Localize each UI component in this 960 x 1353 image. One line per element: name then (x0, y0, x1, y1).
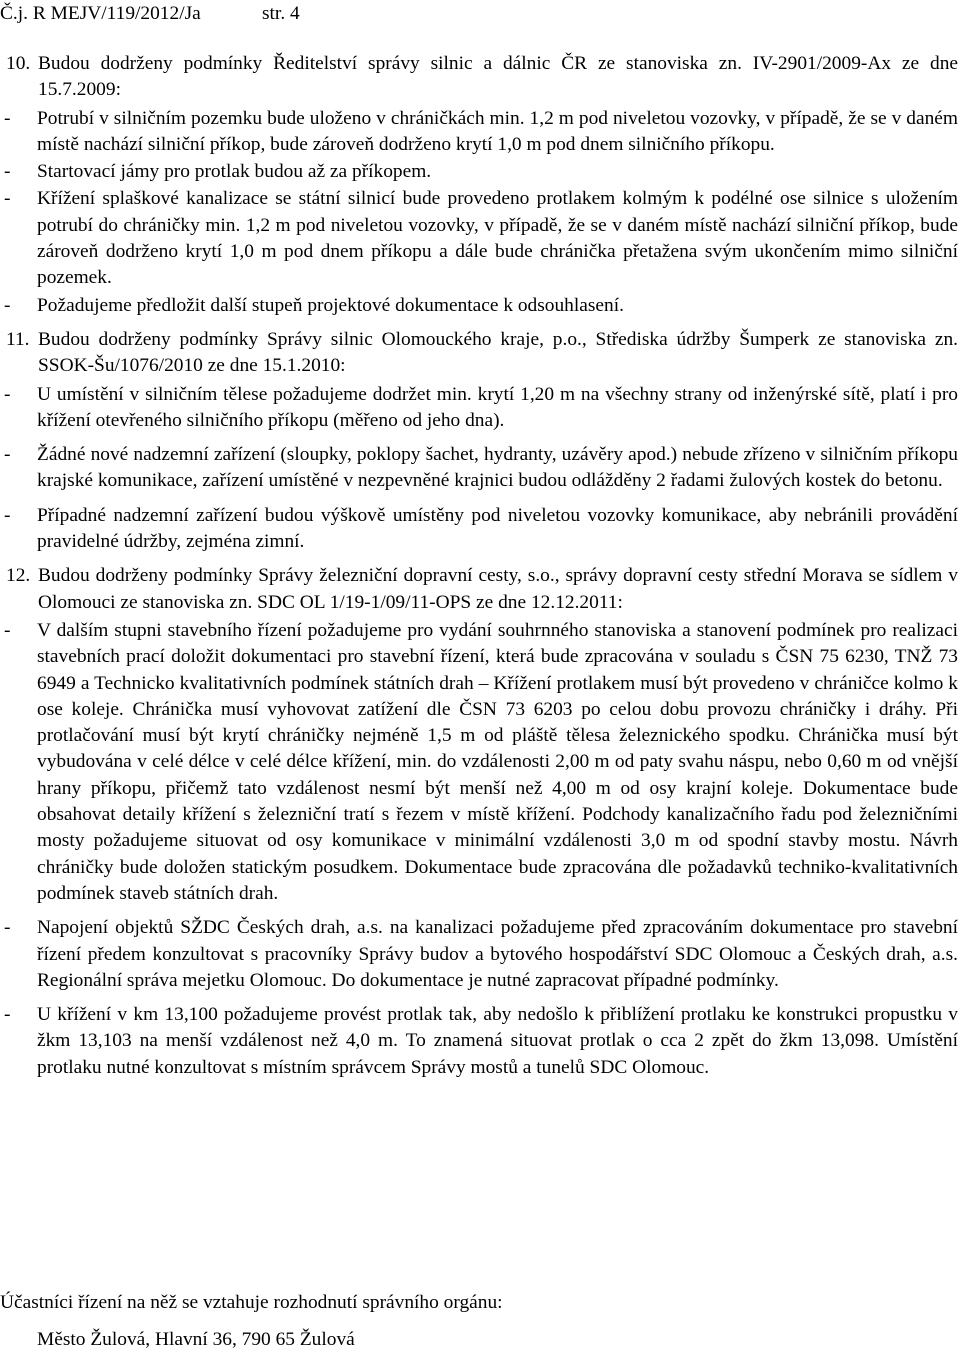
list-item-text: Křížení splaškové kanalizace se státní silnicí bude provedeno protlakem kolmým k podélné ose silnice s uložením potrubí do chráničky min. 1,2 m pod niveletou vozovky, v případě, že se v daném místě nachází silniční příkop, bude zároveň dodrženo krytí 1,0 m pod dnem příkopu a dále bude chránička přetažena svým ukončením mimo silniční pozemek. (37, 188, 958, 289)
section-title: Budou dodrženy podmínky Ředitelství správy silnic a dálnic ČR ze stanoviska zn. IV-2901/2009-Ax ze dne 15.7.2009: (38, 53, 958, 101)
bullet-dash: - (4, 294, 11, 316)
bullet-dash: - (4, 161, 11, 183)
section-number: 10. (6, 53, 31, 74)
participant-entity: Město Žulová, Hlavní 36, 790 65 Žulová (37, 1329, 355, 1350)
participants-label: Účastníci řízení na něž se vztahuje rozhodnutí správního orgánu: (0, 1292, 503, 1313)
list-item (0, 293, 958, 319)
list-item (0, 159, 958, 185)
list-item-text: U umístění v silničním tělese požadujeme dodržet min. krytí 1,20 m na všechny strany od inženýrské sítě, platí i pro křížení otevřeného silničního příkopu (měřeno od jeho dna). (37, 383, 958, 431)
section-12-heading (0, 563, 958, 616)
section-10-heading (0, 51, 958, 104)
bullet-dash: - (4, 504, 11, 526)
section-11-heading (0, 327, 958, 380)
bullet-dash: - (4, 917, 11, 939)
list-item (0, 1002, 958, 1081)
bullet-dash: - (4, 188, 11, 210)
bullet-dash: - (4, 619, 11, 641)
page-number: str. 4 (262, 3, 300, 24)
list-item (0, 442, 958, 495)
bullet-dash: - (4, 383, 11, 405)
list-item (0, 186, 958, 291)
list-item-text: Případné nadzemní zařízení budou výškově umístěny pod niveletou vozovky komunikace, aby nebránili provádění pravidelné údržby, zejména zimní. (37, 504, 958, 553)
section-title: Budou dodrženy podmínky Správy železniční dopravní cesty, s.o., správy dopravní cesty střední Morava se sídlem v Olomouci ze stanoviska zn. SDC OL 1/19-1/09/11-OPS ze dne 12.12.2011: (38, 565, 958, 613)
document-body (0, 51, 958, 1089)
list-item (0, 915, 958, 994)
bullet-dash: - (4, 107, 11, 129)
bullet-dash: - (4, 444, 11, 466)
section-number: 12. (6, 565, 31, 587)
list-item-text: Startovací jámy pro protlak budou až za příkopem. (37, 161, 432, 183)
list-item (0, 382, 958, 435)
list-item-text: Napojení objektů SŽDC Českých drah, a.s. na kanalizaci požadujeme před zpracováním dokumentace pro stavební řízení předem konzultovat s pracovníky Správy budov a bytového hospodářství SDC Olomouc a Českých drah, a.s. Regionální správa mejetku Olomouc. Do dokumentace je nutné zapracovat případné podmínky. (37, 917, 958, 991)
section-title: Budou dodrženy podmínky Správy silnic Olomouckého kraje, p.o., Střediska údržby Šumperk ze stanoviska zn. SSOK-Šu/1076/2010 ze dne 15.1.2010: (38, 328, 958, 377)
bullet-dash: - (4, 1004, 11, 1026)
reference-number: Č.j. R MEJV/119/2012/Ja (0, 3, 201, 24)
list-item-text: Potrubí v silničním pozemku bude uloženo v chráničkách min. 1,2 m pod niveletou vozovky, v případě, že se v daném místě nachází silniční příkop, bude zároveň dodrženo krytí 1,0 m pod dnem silničního příkopu. (37, 107, 958, 155)
list-item-text: Žádné nové nadzemní zařízení (sloupky, poklopy šachet, hydranty, uzávěry apod.) nebude zřízeno v silničním příkopu krajské komunikace, zařízení umístěné v nezpevněné krajnici budou odlážděny 2 řadami žulových kostek do betonu. (37, 444, 958, 492)
list-item-text: Požadujeme předložit další stupeň projektové dokumentace k odsouhlasení. (37, 294, 624, 316)
list-item-text: V dalším stupni stavebního řízení požadujeme pro vydání souhrnného stanoviska a stanovení podmínek pro realizaci stavebních prací doložit dokumentaci pro stavební řízení, která bude zpracována v souladu s ČSN 75 6230, TNŽ 73 6949 a Technicko kvalitativních podmínek státních drah – Křížení protlakem musí být provedeno v chráničce kolmo k ose koleje. Chránička musí vyhovovat zatížení dle ČSN 73 6203 po celou dobu provozu chráničky i dráhy. Při protlačování musí být krytí chráničky nejméně 1,5 m od pláště tělesa železnického spodku. Chránička musí být vybudována v celé délce v celé délce křížení, min. do vzdálenosti 2,00 m od paty svahu náspu, nebo 0,60 m od vnější hrany příkopu, přičemž tato vzdálenost nesmí být menší než 4,00 m od osy krajní koleje. Dokumentace bude obsahovat detaily křížení s železniční tratí s řezem v místě křížení. Podchody kanalizačního řadu pod železničními mosty požadujeme situovat od osy komunikace v minimální vzdálenosti 3,0 m od spodní stavby mostu. Návrh chráničky bude doložen statickým posudkem. Dokumentace bude zpracována dle požadavků techniko-kvalitativních podmínek staveb státních drah. (37, 619, 958, 904)
list-item (0, 106, 958, 159)
list-item (0, 618, 958, 907)
list-item-text: U křížení v km 13,100 požadujeme provést protlak tak, aby nedošlo k přiblížení protlaku ke konstrukci propustku v žkm 13,103 na menší vzdálenost než 4,0 m. To znamená situovat protlak o cca 2 zpět do žkm 13,098. Umístění protlaku nutné konzultovat s místním správcem Správy mostů a tunelů SDC Olomouc. (37, 1004, 958, 1078)
section-number: 11. (6, 328, 30, 350)
list-item (0, 503, 958, 556)
